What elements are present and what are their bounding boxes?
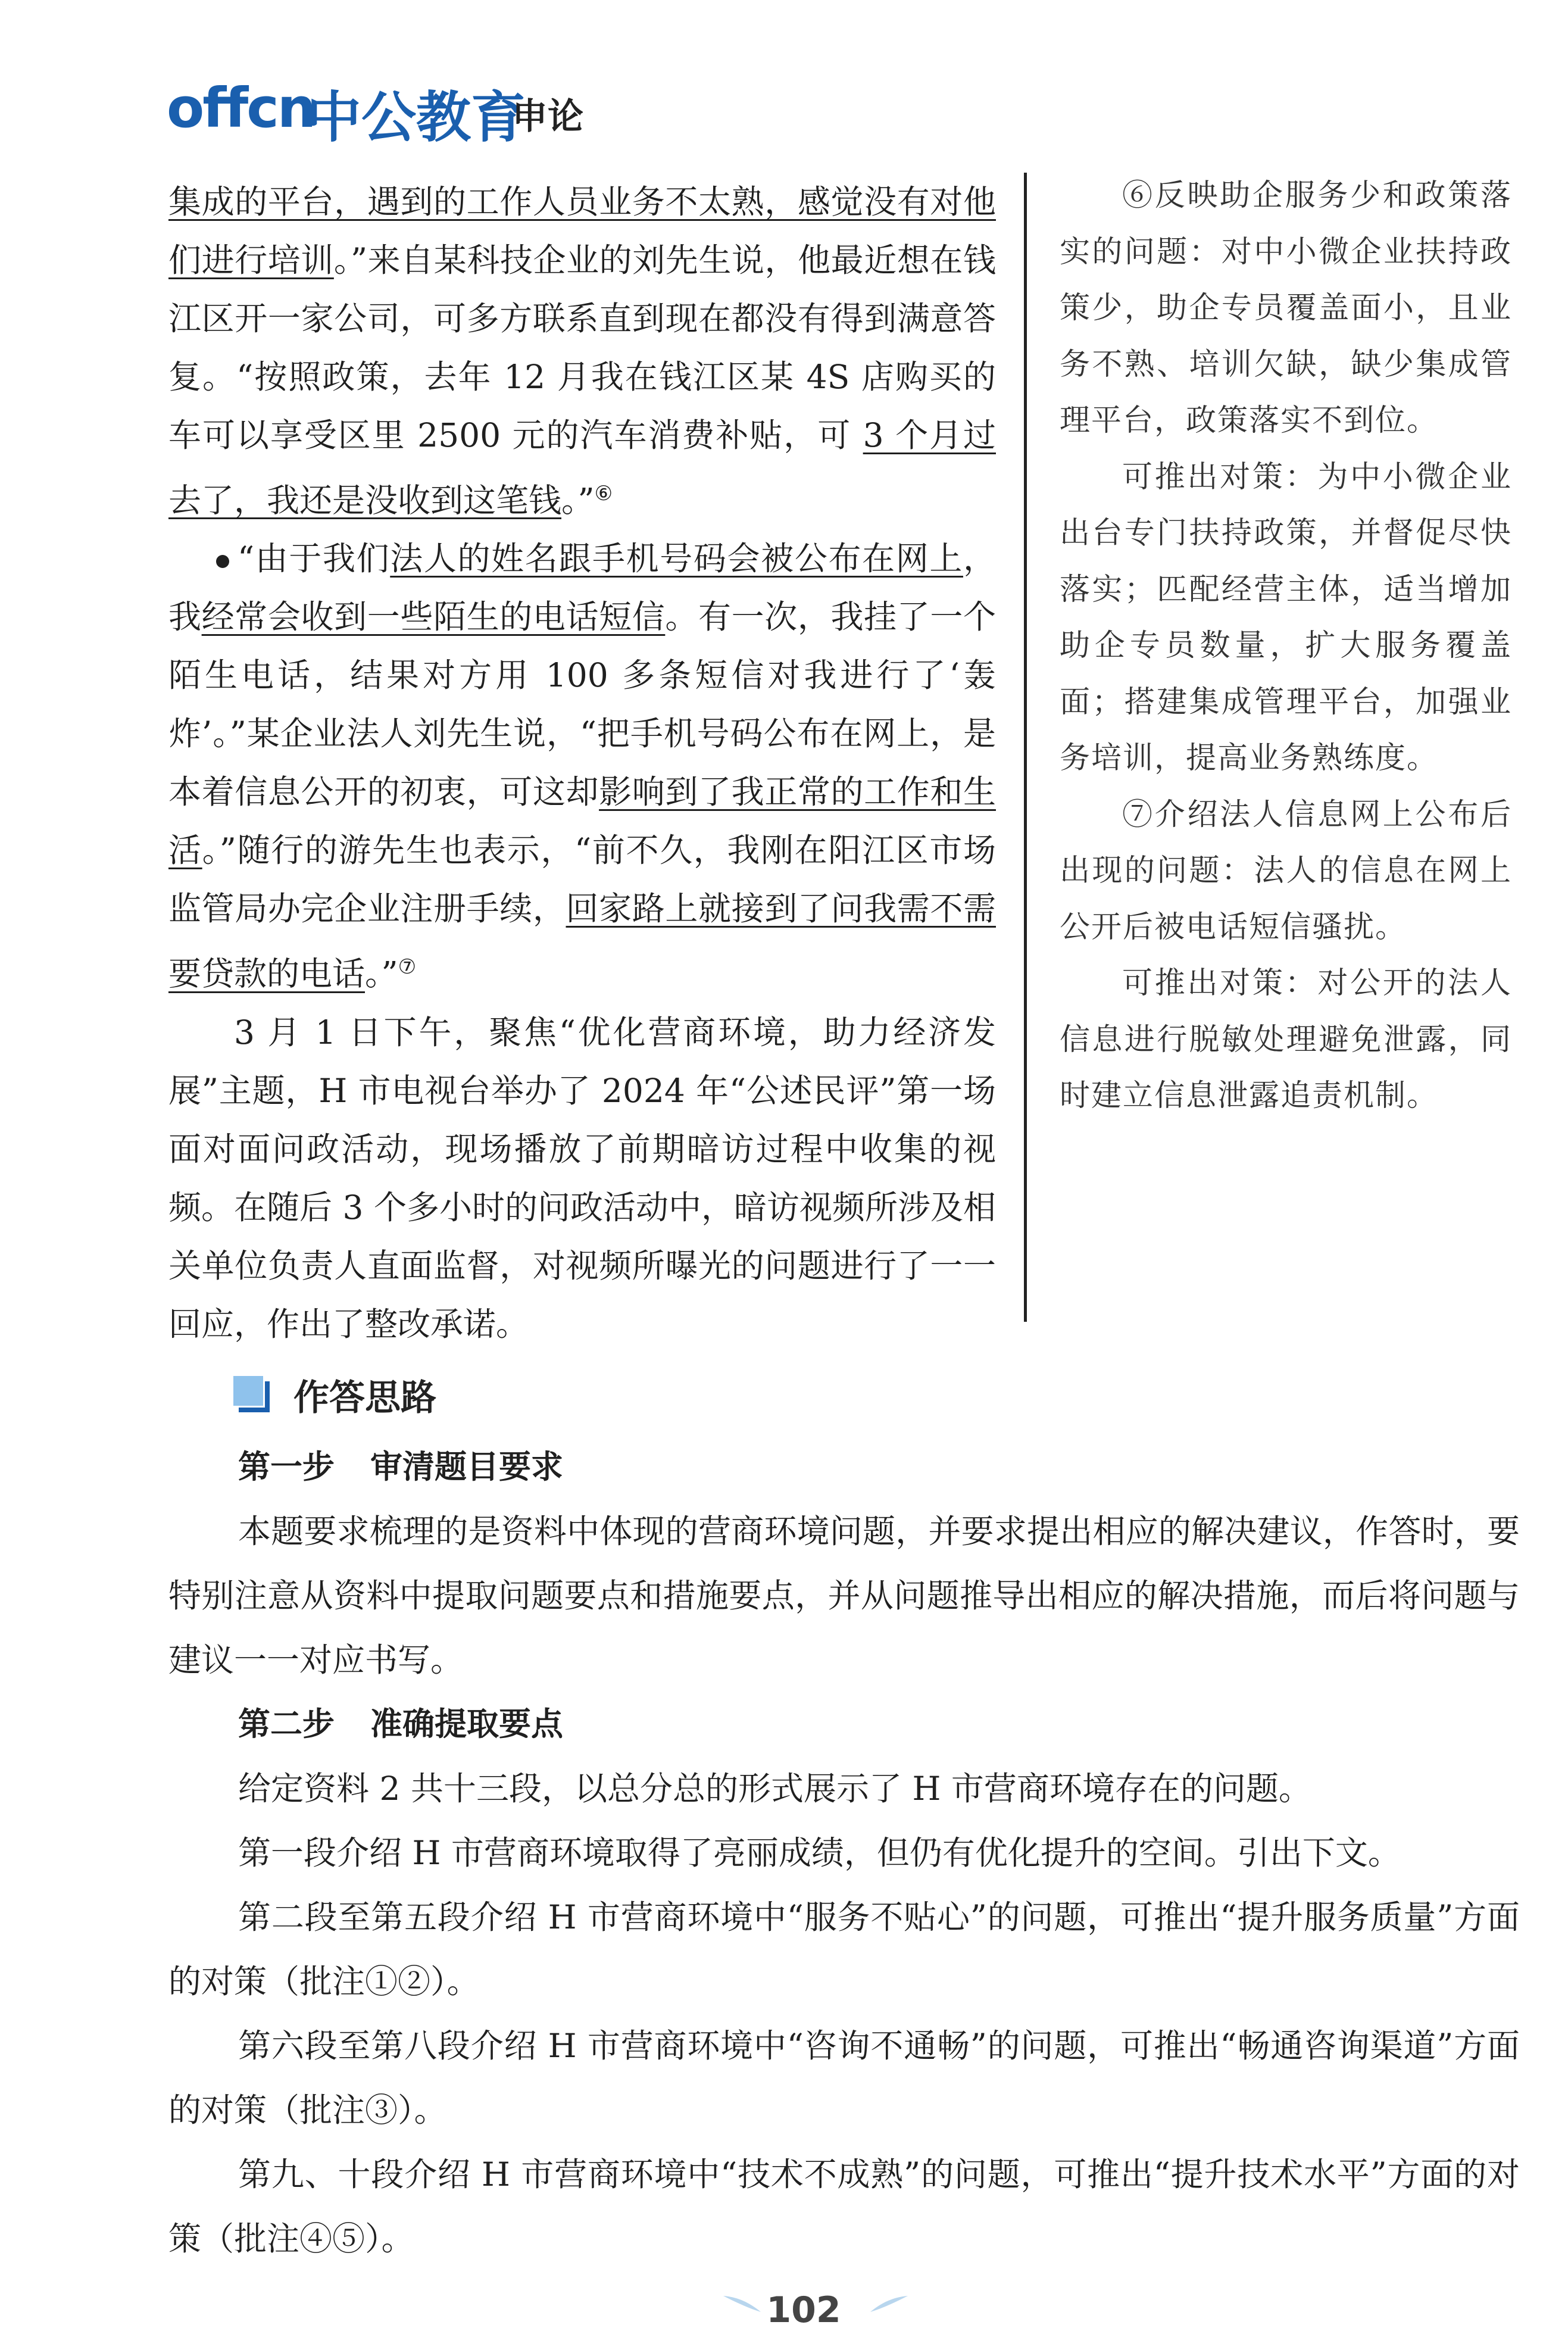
- text-run: ，我: [168, 539, 996, 636]
- paragraph-2: [168, 529, 996, 1003]
- step-title: 审清题目要求: [370, 1448, 563, 1486]
- text-run: 。”: [561, 481, 595, 520]
- underlined-text: 集成的平台，遇到的工作人员业务不太熟，感觉没有对他们进行培训: [168, 183, 996, 279]
- brand-name: 中公教育: [307, 86, 526, 149]
- step-title: 准确提取要点: [370, 1705, 563, 1743]
- step-label: 第一步: [238, 1448, 335, 1486]
- page-ornament-right-icon: [869, 2285, 911, 2315]
- annotation-marker: ⑦: [398, 955, 417, 979]
- material-text-column: [168, 173, 996, 1353]
- section-heading: [168, 1369, 1520, 1435]
- annotation-column: [1060, 168, 1512, 1125]
- page-header: [167, 65, 702, 149]
- step-2-line: 给定资料 2 共十三段，以总分总的形式展示了 H 市营商环境存在的问题。: [238, 1770, 1311, 1808]
- step-2-line: 第九、十段介绍 H 市营商环境中“技术不成熟”的问题，可推出“提升技术水平”方面的对策（批注④⑤）。: [168, 2155, 1520, 2258]
- underlined-text: 经常会收到一些陌生的电话短信: [201, 598, 666, 636]
- subject-label: 申论: [512, 96, 583, 138]
- step-2-line: 第二段至第五段介绍 H 市营商环境中“服务不贴心”的问题，可推出“提升服务质量”方面的对策（批注①②）。: [168, 1898, 1520, 2001]
- annotation-6: ⑥反映助企服务少和政策落实的问题：对中小微企业扶持政策少，助企专员覆盖面小，且业务不熟、培训欠缺，缺少集成管理平台，政策落实不到位。: [1060, 178, 1512, 438]
- text-run: 。”: [365, 954, 398, 993]
- step-1-text: 本题要求梳理的是资料中体现的营商环境问题，并要求提出相应的解决建议，作答时，要特别注意从资料中提取问题要点和措施要点，并从问题推导出相应的解决措施，而后将问题与建议一一对应书写。: [168, 1512, 1520, 1679]
- paragraph-3: 3 月 1 日下午，聚焦“优化营商环境，助力经济发展”主题，H 市电视台举办了 2024 年“公述民评”第一场面对面问政活动，现场播放了前期暗访过程中收集的视频。在随后 3 个多小时的问政活动中，暗访视频所涉及相关单位负责人直面监督，对视频所曝光的问题进行了一一回应，作出了整改承诺。: [168, 1013, 996, 1343]
- step-1-heading: [168, 1435, 1520, 1499]
- annotation-marker: ⑥: [594, 482, 613, 505]
- step-2-line: 第一段介绍 H 市营商环境取得了亮丽成绩，但仍有优化提升的空间。引出下文。: [238, 1834, 1401, 1872]
- annotation-6-countermeasure: 可推出对策：为中小微企业出台专门扶持政策，并督促尽快落实；匹配经营主体，适当增加助企专员数量，扩大服务覆盖面；搭建集成管理平台，加强业务培训，提高业务熟练度。: [1060, 459, 1512, 776]
- text-run: 。”来自某科技企业的刘先生说，他最近想在钱江区开一家公司，可多方联系直到现在都没有得到满意答复。“按照政策，去年 12 月我在钱江区某 4S 店购买的车可以享受区里 2500 元的汽车消费补贴，可: [168, 241, 996, 454]
- text-run: “由于我们: [238, 539, 391, 578]
- offcn-logo: offcn: [167, 76, 315, 140]
- step-2-heading: [168, 1692, 1520, 1756]
- underlined-text: 影响到了我正常的工作和生活: [168, 773, 996, 870]
- annotation-7: ⑦介绍法人信息网上公布后出现的问题：法人的信息在网上公开后被电话短信骚扰。: [1060, 797, 1512, 945]
- section-title: 作答思路: [293, 1377, 436, 1419]
- answer-body: [168, 1435, 1520, 2271]
- bullet-dot-icon: [216, 555, 229, 568]
- text-run: 。有一次，我挂了一个陌生电话，结果对方用 100 多条短信对我进行了‘轰炸’。”某企业法人刘先生说，“把手机号码公布在网上，是本着信息公开的初衷，可这却: [168, 598, 996, 812]
- text-run: 。”随行的游先生也表示，“前不久，我刚在阳江区市场监管局办完企业注册手续，: [168, 831, 996, 928]
- step-label: 第二步: [238, 1705, 335, 1743]
- paragraph-1: [168, 173, 996, 529]
- underlined-text: 法人的姓名跟手机号码会被公布在网上: [390, 539, 963, 578]
- column-divider: [1024, 173, 1027, 1322]
- page-number: 102: [766, 2289, 841, 2331]
- annotation-7-countermeasure: 可推出对策：对公开的法人信息进行脱敏处理避免泄露，同时建立信息泄露追责机制。: [1060, 966, 1512, 1113]
- underlined-text: 回家路上就接到了问我需不需要贷款的电话: [168, 890, 996, 993]
- underlined-text: 3 个月过去了，我还是没收到这笔钱: [168, 416, 996, 520]
- step-2-line: 第六段至第八段介绍 H 市营商环境中“咨询不通畅”的问题，可推出“畅通咨询渠道”方面的对策（批注③）。: [168, 2027, 1520, 2129]
- answer-approach-section: [168, 1369, 1520, 2271]
- section-square-icon-front: [232, 1374, 265, 1408]
